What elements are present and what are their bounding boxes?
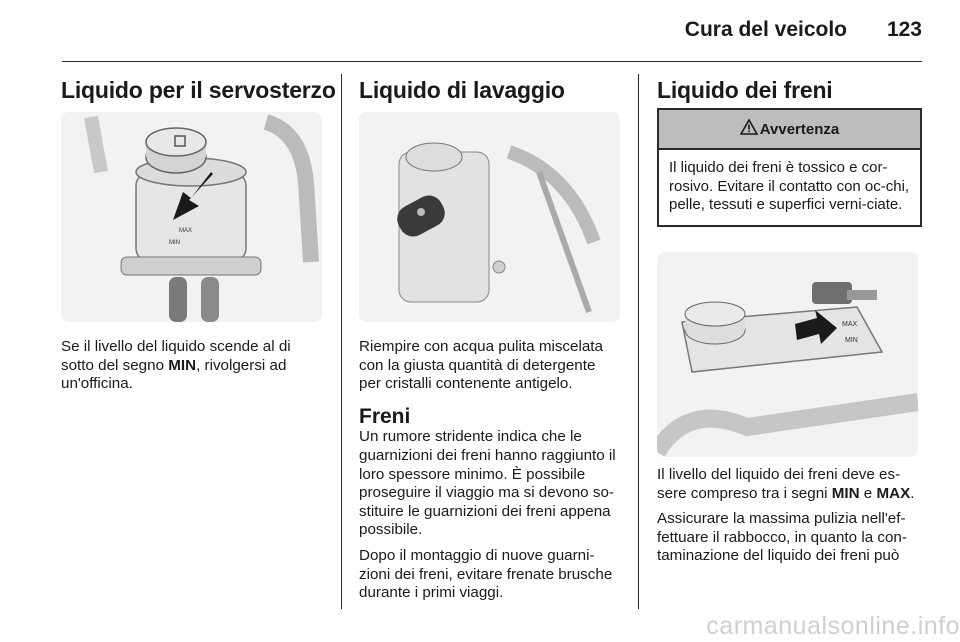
brake-min-mark: MIN (845, 337, 858, 344)
heading-brake-fluid: Liquido dei freni (657, 77, 833, 103)
heading-power-steering-fluid: Liquido per il servosterzo (61, 77, 336, 103)
warning-box (657, 108, 922, 227)
warning-text: Il liquido dei freni è tossico e cor-rosivo. Evitare il contatto con oc-chi, pelle, tessuti e superfici verni-ciate. (669, 159, 910, 214)
washer-fluid-reservoir-illustration (359, 112, 620, 322)
reservoir-max-mark: MAX (179, 228, 193, 234)
running-header-title: Cura del veicolo (684, 18, 847, 41)
power-steering-reservoir-illustration (61, 112, 322, 322)
brake-fluid-text: Il livello del liquido dei freni deve es-sere compreso tra i segni MIN e MAX. Assicurare la massima pulizia nell'ef-fettuare il rabbocco, in quanto la con-taminazione del liquido dei freni può (657, 466, 915, 565)
reservoir-min-mark: MIN (169, 240, 180, 246)
column-divider-2 (638, 74, 639, 609)
brake-max-mark: MAX (842, 321, 858, 328)
power-steering-text: Se il livello del liquido scende al di sotto del segno MIN, rivolgersi ad un'officina. (61, 338, 291, 393)
warning-triangle-icon (740, 119, 758, 139)
warning-title: Avvertenza (759, 120, 840, 138)
header-rule (62, 61, 922, 62)
heading-washer-fluid: Liquido di lavaggio (359, 77, 565, 103)
watermark: carmanualsonline.info (706, 612, 960, 640)
column-divider-1 (341, 74, 342, 609)
washer-fluid-text: Riempire con acqua pulita miscelata con la giusta quantità di detergente per cristalli contenente antigelo. Freni Un rumore stridente indica che le guarnizioni dei freni hanno raggiunto il loro spessore minimo. È possibile proseguire il viaggio ma si devono so-stituire le guarnizioni dei freni appena possibile. Dopo il montaggio di nuove guarni-zioni dei freni, evitare frenate brusche durante i primi viaggi. (359, 338, 621, 610)
brake-fluid-reservoir-illustration (657, 252, 918, 457)
heading-brakes: Freni (359, 404, 411, 428)
page-number: 123 (886, 18, 922, 41)
warning-header (659, 110, 920, 150)
